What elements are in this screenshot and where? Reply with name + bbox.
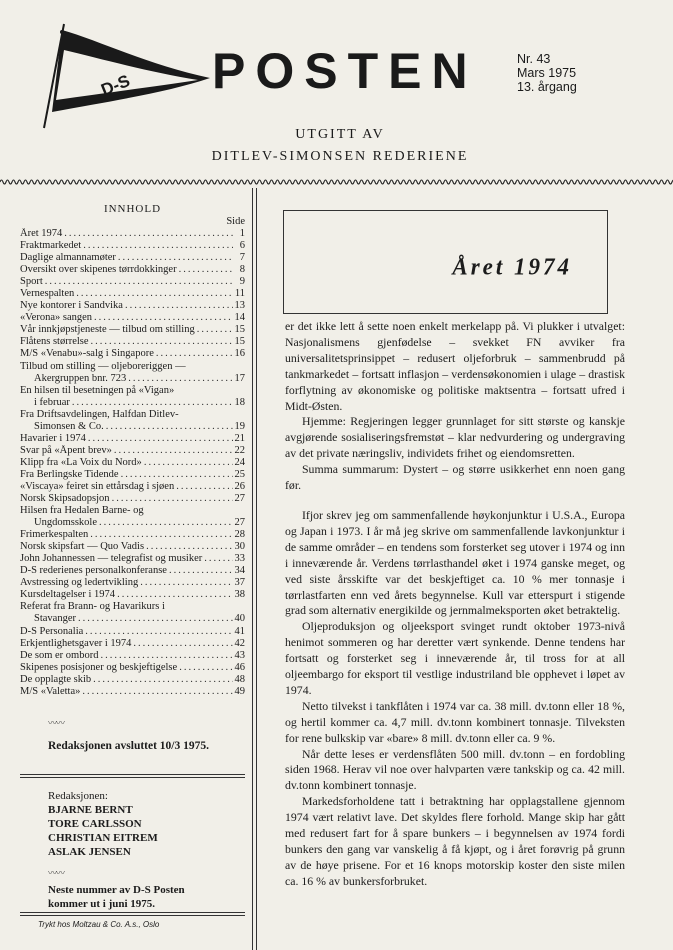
editor-list xyxy=(48,803,158,859)
toc-leader-dots xyxy=(125,300,233,312)
toc-item xyxy=(20,493,245,505)
editor-name: BJARNE BERNT xyxy=(48,804,133,816)
toc-leader-dots xyxy=(144,457,233,469)
toc-item-page: 1 xyxy=(239,228,245,239)
toc-item xyxy=(20,336,245,348)
toc-leader-dots xyxy=(82,686,232,698)
toc-leader-dots xyxy=(179,662,232,674)
toc-leader-dots xyxy=(78,614,233,626)
toc-item xyxy=(20,589,245,601)
toc-item-page: 41 xyxy=(234,625,245,637)
toc-item-title: Norsk skipsfart — Quo Vadis xyxy=(20,541,145,553)
toc-item-title: D-S Personalia xyxy=(20,625,84,637)
toc-item-title: Referat fra Brann- og Havarikurs i xyxy=(20,601,165,613)
editorial-closed-note: Redaksjonen avsluttet 10/3 1975. xyxy=(48,740,210,752)
toc-item-title: Tilbud om stilling — oljeboreriggen — xyxy=(20,360,186,372)
toc-item-title: Oversikt over skipenes tørrdokkinger xyxy=(20,264,177,276)
toc-leader-dots xyxy=(156,348,233,360)
toc-item xyxy=(20,385,245,397)
toc-item xyxy=(20,601,245,613)
toc-item xyxy=(20,409,245,421)
publisher-line-2: DITLEV-SIMONSEN REDERIENE xyxy=(211,149,469,164)
toc-item xyxy=(20,650,245,662)
article-paragraph: Hjemme: Regjeringen legger grunnlaget for sitt største og kanskje avgjørende sosialiseringsfremstøt – klar nedvurdering og undergraving av det private næringsliv, individets frihet og eiendomsretten. xyxy=(285,414,625,461)
toc-item-page: 11 xyxy=(234,288,245,300)
toc-leader-dots xyxy=(133,638,232,650)
toc-leader-dots xyxy=(88,433,233,445)
toc-heading: INNHOLD xyxy=(103,203,162,215)
toc-item xyxy=(20,397,245,409)
toc-item xyxy=(20,252,245,264)
editor-name: TORE CARLSSON xyxy=(48,818,142,830)
toc-leader-dots xyxy=(76,288,233,300)
toc-item xyxy=(20,373,245,385)
toc-item-page: 17 xyxy=(234,372,245,384)
toc-item xyxy=(20,361,245,373)
squiggle-ornament: 〰〰 xyxy=(48,868,65,878)
publisher-line-1: UTGITT AV xyxy=(295,127,385,142)
toc-leader-dots xyxy=(197,324,233,336)
toc-item-title: D-S rederienes personalkonferanse xyxy=(20,565,167,577)
toc-leader-dots xyxy=(128,373,232,385)
toc-item-title: Frimerkespalten xyxy=(20,529,89,541)
toc-item xyxy=(20,457,245,469)
toc-item-title: De som er ombord xyxy=(20,649,99,661)
article-paragraph: Ifjor skrev jeg om sammenfallende høykonjunktur i U.S.A., Europa og Japan i 1973. I år må jeg skrive om sammenfallende lavkonjunktur i de samme områder – en tendens som forsterket seg utover i 1974 og inn i inneværende år. Verdens tørrlasthandel øket i 1974 ganske meget, og ved siste årsskifte var det beskjeftiget ca. 10 % mer tonnasje i tørrlastfarten enn ved årets begynnelse. Kull var etterspurt i stigende grad som alternativ energikilde og jernmalmeksporten øket betraktelig. xyxy=(285,507,625,618)
toc-leader-dots xyxy=(94,312,232,324)
toc-item-page: 8 xyxy=(239,264,245,276)
toc-item-title: En hilsen til besetningen på «Vigan» xyxy=(20,384,175,396)
toc-item xyxy=(20,264,245,276)
toc-leader-dots xyxy=(146,541,232,553)
toc-item-page: 15 xyxy=(234,336,245,348)
toc-item xyxy=(20,553,245,565)
masthead-title: POSTEN xyxy=(212,43,478,99)
toc-item xyxy=(20,469,245,481)
toc-item-page: 40 xyxy=(234,613,245,625)
toc-item-page: 30 xyxy=(234,541,245,553)
toc-item xyxy=(20,348,245,360)
toc-item-page: 42 xyxy=(234,637,245,649)
toc-item-page: 13 xyxy=(234,300,245,312)
article-paragraph: Netto tilvekst i tankflåten i 1974 var ca. 38 mill. dv.tonn eller 18 %, og hertil kommer ca. 4,7 mill. dv.tonn kombinert tonnasje. Tilveksten for rene bulkskip var «bare» 8 mill. dv.tonn eller ca. 9 %. xyxy=(285,698,625,745)
toc-item-title: John Johannessen — telegrafist og musiker xyxy=(20,553,203,565)
toc-leader-dots xyxy=(100,650,232,662)
toc-item xyxy=(20,421,245,433)
toc-item-title: Norsk Skipsadopsjon xyxy=(20,493,110,505)
article-title-frame xyxy=(283,210,608,314)
toc-item xyxy=(20,529,245,541)
toc-leader-dots xyxy=(93,674,232,686)
toc-item-title: Sport xyxy=(20,276,43,288)
article-title: Året 1974 xyxy=(452,253,572,280)
toc-page-column-label: Side xyxy=(226,216,245,227)
left-double-rule xyxy=(20,912,245,916)
toc-item-page: 14 xyxy=(234,312,245,324)
toc-item-page: 43 xyxy=(234,649,245,661)
toc-item xyxy=(20,288,245,300)
toc-item xyxy=(20,626,245,638)
article-paragraph: Oljeproduksjon og oljeeksport svinget rundt oktober 1973-nivå henimot sommeren og har deretter vært synkende. Denne tendens har fortsatt og forsterket seg i inneværende år, til tross for at all oljeembargo for eksport til vestlige industriland ble opphevet i løpet av 1974. xyxy=(285,619,625,697)
next-issue-line-2: kommer ut i juni 1975. xyxy=(48,898,156,910)
toc-item-title: Avstressing og ledertvikling xyxy=(20,577,139,589)
article-paragraph: Når dette leses er verdensflåten 500 mill. dv.tonn – en fordobling siden 1968. Herav vil noe over halvparten være tankskip og ca. 42 mill. dv.tonn kombinert tonnasje. xyxy=(285,746,625,793)
toc-leader-dots xyxy=(83,240,233,252)
toc-leader-dots xyxy=(140,577,232,589)
left-double-rule xyxy=(20,774,245,778)
toc-item-page: 19 xyxy=(234,420,245,432)
toc-item xyxy=(20,541,245,553)
toc-item-page: 9 xyxy=(239,276,245,288)
toc-item-page: 48 xyxy=(234,673,245,685)
wave-divider xyxy=(0,176,673,188)
toc-item-title: i februar xyxy=(34,396,70,408)
toc-leader-dots xyxy=(106,421,233,433)
toc-list xyxy=(20,228,245,698)
toc-item-page: 27 xyxy=(234,517,245,529)
toc-item-page: 24 xyxy=(234,456,245,468)
flag-lettering: D-S xyxy=(98,71,133,100)
toc-item-title: Hilsen fra Hedalen Barne- og xyxy=(20,505,144,517)
toc-item-title: Fra Driftsavdelingen, Halfdan Ditlev- xyxy=(20,408,179,420)
toc-item xyxy=(20,505,245,517)
toc-item-page: 18 xyxy=(234,396,245,408)
toc-item-title: Havarier i 1974 xyxy=(20,432,86,444)
next-issue-note xyxy=(48,883,185,911)
toc-item-page: 27 xyxy=(234,493,245,505)
toc-item-title: Året 1974 xyxy=(20,228,63,239)
toc-leader-dots xyxy=(99,517,233,529)
toc-item xyxy=(20,240,245,252)
toc-leader-dots xyxy=(121,469,233,481)
toc-item-title: Kursdeltagelser i 1974 xyxy=(20,589,116,601)
toc-item-page: 16 xyxy=(234,348,245,360)
toc-item-page: 38 xyxy=(234,589,245,601)
toc-leader-dots xyxy=(112,493,233,505)
toc-item-page: 37 xyxy=(234,577,245,589)
toc-item-page: 7 xyxy=(239,252,245,264)
toc-item xyxy=(20,228,245,240)
toc-item-title: Vår innkjøpstjeneste — tilbud om stilling xyxy=(20,324,195,336)
toc-item-page: 34 xyxy=(234,565,245,577)
toc-item-page: 28 xyxy=(234,529,245,541)
toc-item xyxy=(20,674,245,686)
toc-item-title: Stavanger xyxy=(34,613,76,625)
toc-item-title: Fraktmarkedet xyxy=(20,240,82,252)
toc-item-title: Ungdomsskole xyxy=(34,517,97,529)
toc-leader-dots xyxy=(204,553,232,565)
toc-item-title: Erkjentlighetsgaver i 1974 xyxy=(20,637,132,649)
toc-item xyxy=(20,686,245,698)
toc-item xyxy=(20,324,245,336)
toc-item-title: Fra Berlingske Tidende xyxy=(20,468,119,480)
toc-item-title: M/S «Venabu»-salg i Singapore xyxy=(20,348,154,360)
toc-item-page: 22 xyxy=(234,444,245,456)
toc-leader-dots xyxy=(176,481,232,493)
toc-item xyxy=(20,614,245,626)
toc-leader-dots xyxy=(118,252,233,264)
toc-item-title: Daglige almannamøter xyxy=(20,252,116,264)
toc-item xyxy=(20,312,245,324)
article-paragraph: Summa summarum: Dystert – og større usikkerhet enn noen gang før. xyxy=(285,462,625,493)
toc-item-title: Skipenes posisjoner og beskjeftigelse xyxy=(20,661,178,673)
printer-credit: Trykt hos Moltzau & Co. A.s., Oslo xyxy=(38,920,160,929)
ds-flag-logo xyxy=(38,20,213,130)
toc-item xyxy=(20,517,245,529)
editor-name: CHRISTIAN EITREM xyxy=(48,832,158,844)
toc-item-page: 26 xyxy=(234,480,245,492)
toc-item-title: «Viscaya» feiret sin ettårsdag i sjøen xyxy=(20,480,175,492)
toc-leader-dots xyxy=(64,228,233,240)
toc-item xyxy=(20,481,245,493)
issue-year: 13. årgang xyxy=(517,80,577,94)
toc-leader-dots xyxy=(179,264,233,276)
issue-date: Mars 1975 xyxy=(517,66,577,80)
toc-leader-dots xyxy=(90,529,232,541)
toc-item-page: 25 xyxy=(234,468,245,480)
editorial-label: Redaksjonen: xyxy=(48,790,108,802)
toc-item-title: Flåtens størrelse xyxy=(20,336,89,348)
toc-item-page: 49 xyxy=(234,685,245,697)
toc-item-page: 6 xyxy=(239,240,245,252)
toc-leader-dots xyxy=(91,336,233,348)
editor-name: ASLAK JENSEN xyxy=(48,846,131,858)
article-body xyxy=(285,319,625,890)
toc-item-title: Svar på «Åpent brev» xyxy=(20,444,112,456)
toc-leader-dots xyxy=(85,626,232,638)
toc-leader-dots xyxy=(117,589,232,601)
toc-item-page: 15 xyxy=(234,324,245,336)
squiggle-ornament: 〰〰 xyxy=(48,718,65,728)
toc-item xyxy=(20,300,245,312)
toc-item xyxy=(20,577,245,589)
issue-info xyxy=(517,52,577,94)
toc-item-page: 46 xyxy=(234,661,245,673)
toc-leader-dots xyxy=(72,397,233,409)
toc-item-page: 21 xyxy=(234,432,245,444)
toc-item-title: De opplagte skib xyxy=(20,673,92,685)
toc-item xyxy=(20,662,245,674)
toc-item-title: Klipp fra «La Voix du Nord» xyxy=(20,456,142,468)
toc-item-title: Vernespalten xyxy=(20,288,75,300)
toc-item xyxy=(20,638,245,650)
toc-item xyxy=(20,433,245,445)
toc-item xyxy=(20,565,245,577)
toc-item-title: Simonsen & Co. xyxy=(34,420,104,432)
toc-item-title: Nye kontorer i Sandvika xyxy=(20,300,123,312)
toc-item xyxy=(20,445,245,457)
toc-item-title: «Verona» sangen xyxy=(20,312,93,324)
toc-leader-dots xyxy=(114,445,233,457)
next-issue-line-1: Neste nummer av D-S Posten xyxy=(48,884,185,896)
toc-item-page: 33 xyxy=(234,553,245,565)
article-paragraph: Markedsforholdene tatt i betraktning har opplagstallene gjennom 1974 vært relativt lave. Det skyldes flere forhold. Mange skip har gått med redusert fart for å spare bunkers – i begynnelsen av 1974 fordi bunkers den gang var vanskelig å få kjøpt, og i året forøvrig på grunn av de høye prisene. For et 16 knops motorskip koster den siste milen ca. 16 % av bunkersforbruket. xyxy=(285,794,625,888)
toc-leader-dots xyxy=(169,565,233,577)
toc-item xyxy=(20,276,245,288)
article-paragraph: er det ikke lett å sette noen enkelt merkelapp på. Vi plukker i utvalget: Nasjonalismens gjenfødelse – svekket FN avviker fra universalitetsprinsippet – redusert oljeforbruk – sammenbrudd på tankmarkedet – fortsatt inflasjon – verdensøkonomien i ulage – drastisk forflytning av økonomiske og politiske maktsentra – fortsatt ufred i Midt-Østen. xyxy=(285,319,625,413)
toc-item-title: M/S «Valetta» xyxy=(20,685,81,697)
issue-number: Nr. 43 xyxy=(517,52,551,66)
toc-leader-dots xyxy=(45,276,233,288)
toc-item-title: Akergruppen bnr. 723 xyxy=(34,372,127,384)
column-divider xyxy=(252,188,257,950)
